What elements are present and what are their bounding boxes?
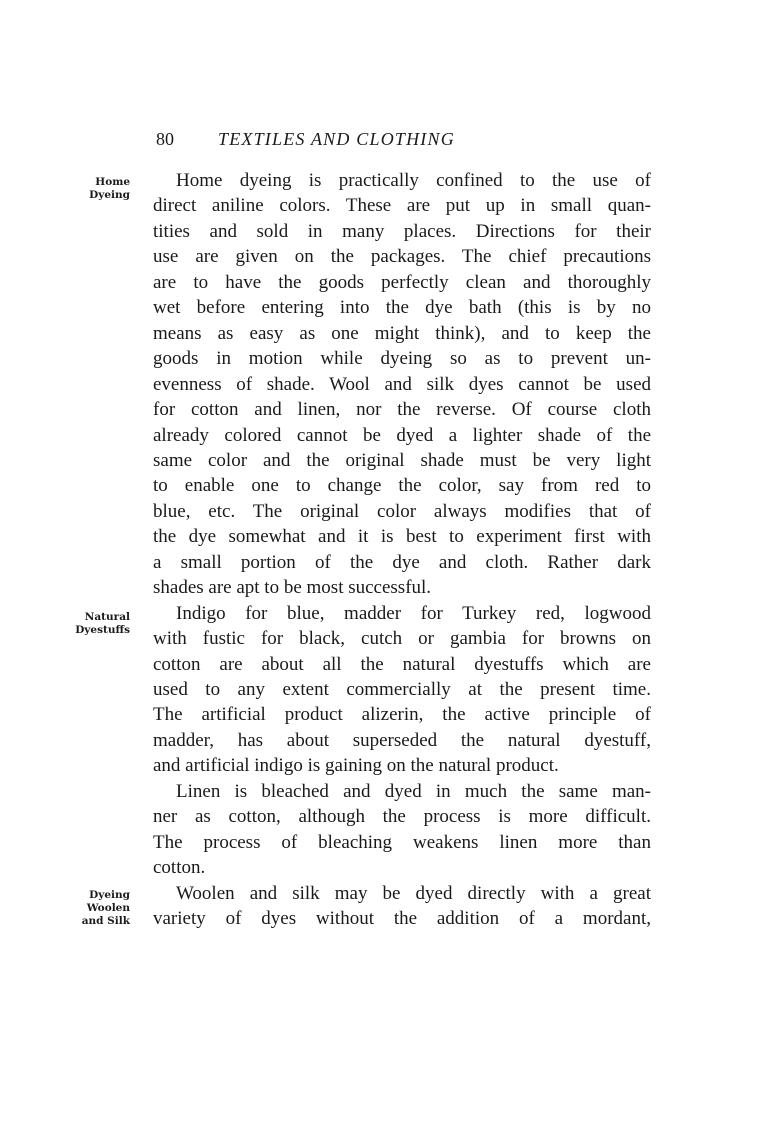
text-line bbox=[153, 628, 651, 650]
marginal-note-line: Dyeing bbox=[89, 888, 130, 901]
text-line bbox=[153, 526, 651, 548]
marginal-note-line: Dyestuffs bbox=[75, 623, 130, 636]
text-line-content: Woolen and silk may be dyed directly with a great bbox=[176, 882, 651, 904]
marginal-note-line: and Silk bbox=[81, 914, 130, 927]
text-line-content: shades are apt to be most successful. bbox=[153, 577, 432, 599]
text-line bbox=[153, 348, 651, 370]
text-line-content: already colored cannot be dyed a lighter shade of the bbox=[153, 424, 651, 446]
text-line-content: variety of dyes without the addition of a mordant, bbox=[153, 908, 651, 930]
text-line bbox=[176, 603, 651, 625]
text-line-content: blue, etc. The original color always modifies that of bbox=[153, 500, 651, 522]
text-line bbox=[153, 195, 651, 217]
text-line bbox=[153, 246, 651, 268]
text-line-content: the dye somewhat and it is best to experiment first with bbox=[153, 526, 651, 548]
text-line bbox=[153, 704, 651, 726]
text-line-content: The process of bleaching weakens linen more than bbox=[153, 831, 651, 853]
page-number: 80 bbox=[156, 129, 174, 149]
text-line-content: use are given on the packages. The chief precautions bbox=[153, 246, 651, 268]
text-line bbox=[153, 832, 651, 854]
marginal-note bbox=[89, 176, 130, 202]
marginal-note-line: Home bbox=[95, 176, 130, 188]
text-line bbox=[153, 908, 651, 930]
text-line-content: direct aniline colors. These are put up in small quan- bbox=[153, 195, 651, 217]
text-line bbox=[153, 654, 651, 676]
text-line-content: cotton. bbox=[153, 857, 206, 879]
text-line bbox=[153, 552, 651, 574]
text-line bbox=[176, 883, 651, 905]
text-line-content: to enable one to change the color, say from red to bbox=[153, 475, 651, 497]
text-line bbox=[153, 425, 651, 447]
text-line bbox=[153, 297, 651, 319]
text-line bbox=[153, 679, 651, 701]
text-line-content: are to have the goods perfectly clean and thoroughly bbox=[153, 271, 651, 293]
text-line bbox=[153, 475, 651, 497]
text-line bbox=[153, 272, 651, 294]
running-title: TEXTILES AND CLOTHING bbox=[218, 129, 455, 149]
text-line-content: The artificial product alizerin, the active principle of bbox=[153, 704, 651, 726]
text-line-content: same color and the original shade must be very light bbox=[153, 449, 651, 471]
text-line-content: Linen is bleached and dyed in much the same man- bbox=[176, 780, 651, 802]
text-line bbox=[153, 806, 651, 828]
text-line bbox=[176, 170, 651, 192]
text-line-content: means as easy as one might think), and to keep the bbox=[153, 322, 651, 344]
text-line bbox=[153, 450, 651, 472]
text-line bbox=[153, 501, 651, 523]
text-line-content: tities and sold in many places. Directions for their bbox=[153, 220, 651, 242]
text-line-content: goods in motion while dyeing so as to prevent un- bbox=[153, 348, 651, 370]
text-line bbox=[176, 781, 651, 803]
text-line bbox=[153, 577, 651, 599]
text-line-content: and artificial indigo is gaining on the natural product. bbox=[153, 755, 559, 777]
marginal-note-line: Dyeing bbox=[89, 189, 130, 201]
text-line-content: madder, has about superseded the natural dyestuff, bbox=[153, 729, 651, 751]
text-line-content: ner as cotton, although the process is more difficult. bbox=[153, 806, 651, 828]
text-line-content: with fustic for black, cutch or gambia for browns on bbox=[153, 628, 651, 650]
text-line-content: used to any extent commercially at the present time. bbox=[153, 679, 651, 700]
marginal-note bbox=[82, 889, 130, 928]
text-line-content: evenness of shade. Wool and silk dyes cannot be used bbox=[153, 373, 651, 395]
text-line bbox=[153, 323, 651, 345]
text-line bbox=[153, 857, 651, 879]
text-line-content: wet before entering into the dye bath (this is by no bbox=[153, 297, 651, 319]
marginal-note-line: Woolen bbox=[86, 901, 130, 914]
marginal-note-line: Natural bbox=[84, 610, 130, 623]
text-line bbox=[153, 755, 651, 777]
text-line-content: Home dyeing is practically confined to the use of bbox=[176, 170, 651, 191]
text-line bbox=[153, 399, 651, 421]
text-line-content: for cotton and linen, nor the reverse. Of course cloth bbox=[153, 399, 651, 421]
text-line bbox=[153, 730, 651, 752]
text-line bbox=[153, 374, 651, 396]
marginal-note bbox=[75, 611, 130, 637]
text-line bbox=[153, 221, 651, 243]
text-line-content: Indigo for blue, madder for Turkey red, logwood bbox=[176, 602, 651, 624]
text-line-content: cotton are about all the natural dyestuffs which are bbox=[153, 653, 651, 675]
text-line-content: a small portion of the dye and cloth. Rather dark bbox=[153, 551, 651, 573]
